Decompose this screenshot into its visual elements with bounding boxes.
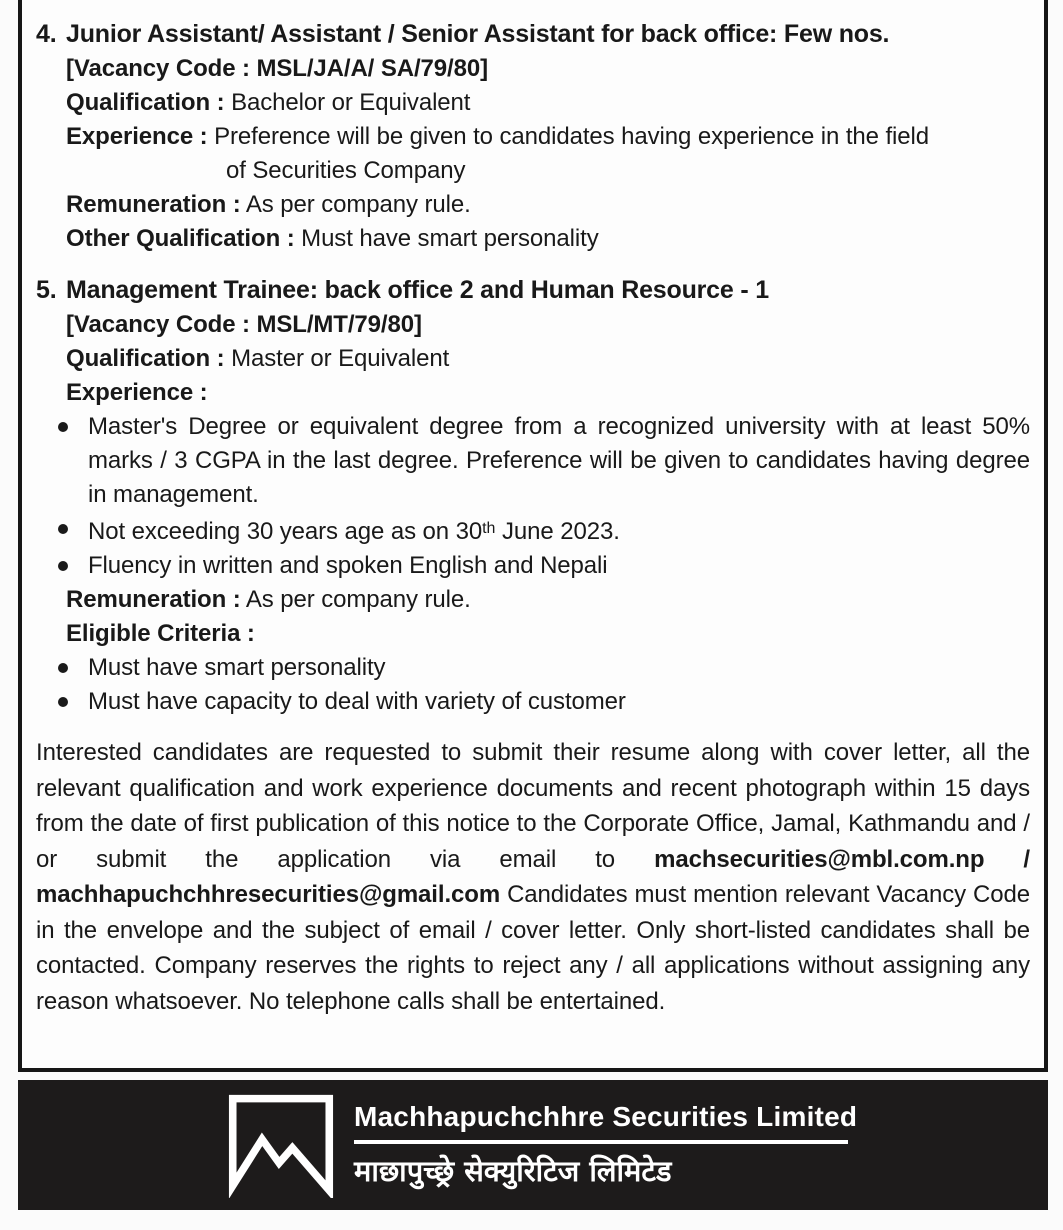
- field-label: Remuneration :: [66, 191, 241, 218]
- vacancy-section-4: [36, 16, 1030, 256]
- footer-banner: [18, 1080, 1048, 1210]
- bullet-icon: [58, 422, 68, 432]
- experience-bullet-1: [36, 410, 1030, 512]
- section-5-heading: [36, 272, 1030, 308]
- experience-bullet-3: [36, 549, 1030, 583]
- field-value: Master or Equivalent: [231, 345, 450, 372]
- bullet-text-pre: Not exceeding 30 years age as on 30: [88, 518, 483, 545]
- experience-label-line: Experience :: [66, 379, 208, 406]
- remuneration-line: [66, 583, 1030, 617]
- bullet-text: Master's Degree or equivalent degree from a recognized university with at least 50% marks / 3 CGPA in the last degree. Preference will be given to candidates having degree in management.: [88, 413, 1030, 508]
- qualification-line: [66, 342, 1030, 376]
- section-number: 4.: [36, 20, 57, 48]
- bullet-text: Must have smart personality: [88, 654, 386, 681]
- experience-line: [66, 120, 1030, 154]
- vacancy-code: [Vacancy Code : MSL/JA/A/ SA/79/80]: [66, 55, 488, 82]
- email-addresses: machsecurities@mbl.com.np / machhapuchchhresecurities@gmail.com: [36, 845, 1030, 908]
- bullet-text: [88, 512, 1030, 549]
- field-value: Bachelor or Equivalent: [231, 89, 471, 116]
- bullet-text-post: June 2023.: [495, 518, 620, 545]
- section-5-body: [36, 308, 1030, 410]
- bullet-text: Must have capacity to deal with variety of customer: [88, 688, 626, 715]
- field-value: Preference will be given to candidates having experience in the field: [214, 123, 930, 150]
- field-label: Experience :: [66, 123, 208, 150]
- experience-bullet-2: [36, 512, 1030, 549]
- vacancy-section-5: [36, 272, 1030, 719]
- experience-line-continuation: of Securities Company: [226, 157, 466, 184]
- footer-text-block: [354, 1101, 857, 1190]
- section-number: 5.: [36, 276, 57, 304]
- section-title: Management Trainee: back office 2 and Human Resource - 1: [66, 276, 769, 304]
- field-value: As per company rule.: [245, 586, 471, 613]
- field-label: Qualification :: [66, 89, 225, 116]
- title-underline: [354, 1140, 848, 1144]
- other-qualification-line: [66, 222, 1030, 256]
- field-label: Remuneration :: [66, 586, 241, 613]
- field-value: As per company rule.: [245, 191, 471, 218]
- mountain-logo-icon: [224, 1092, 338, 1198]
- section-4-body: [36, 52, 1030, 256]
- company-name-nepali: माछापुच्छ्रे सेक्युरिटिज लिमिटेड: [354, 1153, 672, 1188]
- qualification-line: [66, 86, 1030, 120]
- section-5-body-2: [36, 583, 1030, 651]
- eligible-criteria-label: Eligible Criteria :: [66, 620, 255, 647]
- bullet-icon: [58, 561, 68, 571]
- remuneration-line: [66, 188, 1030, 222]
- company-name-english: Machhapuchchhre Securities Limited: [354, 1100, 858, 1132]
- field-value: Must have smart personality: [301, 225, 599, 252]
- field-label: Qualification :: [66, 345, 225, 372]
- field-label: Other Qualification :: [66, 225, 295, 252]
- eligible-bullet-1: [36, 651, 1030, 685]
- bullet-text: Fluency in written and spoken English and Nepali: [88, 552, 608, 579]
- closing-text-part1: Interested candidates are requested to submit their resume along with cover letter, all the relevant qualification and work experience documents and recent photograph within 15 days from the date of first publication of this notice to the Corporate Office, Jamal, Kathmandu and / or submit the application via email to: [36, 739, 1030, 873]
- notice-border-box: [18, 0, 1048, 1072]
- ordinal-suffix: th: [482, 520, 496, 537]
- eligible-bullet-2: [36, 685, 1030, 719]
- section-4-heading: [36, 16, 1030, 52]
- bullet-icon: [58, 663, 68, 673]
- bullet-icon: [58, 524, 68, 534]
- bullet-icon: [58, 697, 68, 707]
- vacancy-code: [Vacancy Code : MSL/MT/79/80]: [66, 311, 422, 338]
- section-title: Junior Assistant/ Assistant / Senior Assistant for back office: Few nos.: [66, 20, 890, 48]
- closing-text-part2: Candidates must mention relevant Vacancy Code in the envelope and the subject of email / cover letter. Only short-listed candidates shall be contacted. Company reserves the rights to reject any / all applications without assigning any reason whatsoever. No telephone calls shall be entertained.: [36, 881, 1030, 1015]
- closing-paragraph: [36, 735, 1030, 1019]
